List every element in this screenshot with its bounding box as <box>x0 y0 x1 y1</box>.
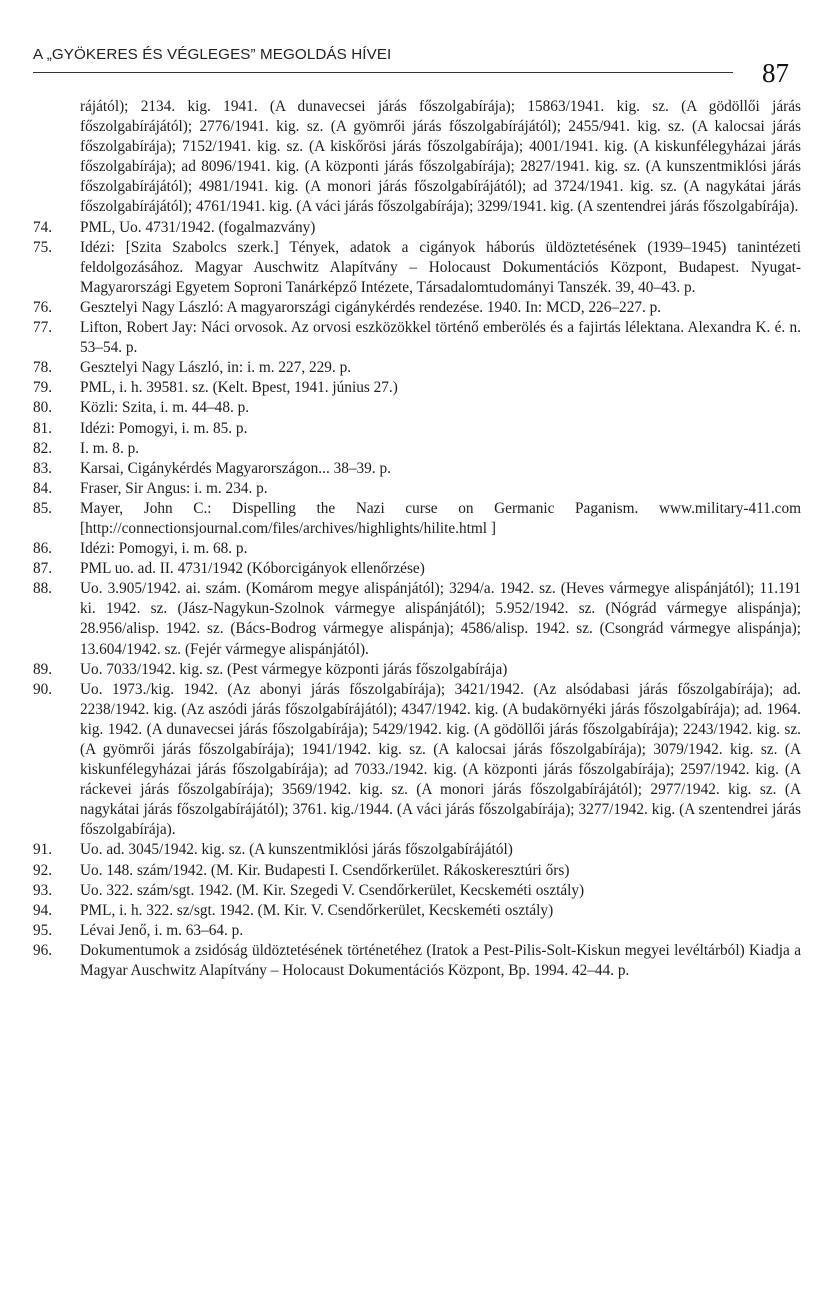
endnote <box>33 459 801 479</box>
endnote-number: 78. <box>33 359 53 377</box>
endnote-number: 75. <box>33 238 53 256</box>
endnote-text: Lifton, Robert Jay: Náci orvosok. Az orvosi eszközökkel történő emberölés és a fajirtás lélektana. Alexandra K. é. n. 53–54. p. <box>80 319 801 357</box>
endnote-number: 83. <box>33 459 53 477</box>
endnote <box>33 238 801 298</box>
endnote <box>33 579 801 659</box>
running-title: A „GYÖKERES ÉS VÉGLEGES” MEGOLDÁS HÍVEI <box>33 46 392 63</box>
endnote-text: Lévai Jenő, i. m. 63–64. p. <box>80 921 244 939</box>
endnote <box>33 861 801 881</box>
endnote-text: I. m. 8. p. <box>80 439 140 457</box>
endnote-number: 88. <box>33 580 53 598</box>
endnote-text: Idézi: [Szita Szabolcs szerk.] Tények, adatok a cigányok háborús üldöztetésének (1939–1945) tanintézeti feldolgozásához. Magyar Auschwitz Alapítvány – Holocaust Dokumentációs Központ, Budapest. Nyugat-Magyarországi Egyetem Soproni Tanárképző Intézete, Társadalomtudományi Tanszék. 39, 40–43. p. <box>80 238 801 296</box>
endnote-number: 91. <box>33 841 53 859</box>
endnote <box>33 539 801 559</box>
endnote-text: Idézi: Pomogyi, i. m. 68. p. <box>80 540 248 558</box>
endnote <box>33 680 801 841</box>
page-number: 87 <box>762 58 789 88</box>
endnotes <box>33 97 801 981</box>
endnote-text: Karsai, Cigánykérdés Magyarországon... 38–39. p. <box>80 459 391 477</box>
endnote <box>33 358 801 378</box>
endnote-text: PML uo. ad. II. 4731/1942 (Kóborcigányok ellenőrzése) <box>80 560 425 578</box>
endnote-text: Közli: Szita, i. m. 44–48. p. <box>80 399 250 417</box>
endnote-text: Fraser, Sir Angus: i. m. 234. p. <box>80 479 268 497</box>
endnote-number: 92. <box>33 861 53 879</box>
endnote-text: Uo. 3.905/1942. ai. szám. (Komárom megye alispánjától); 3294/a. 1942. sz. (Heves vármegye alispánjától); 11.191 ki. 1942. sz. (Jász-Nagykun-Szolnok vármegye alispánjától); 5.952/1942. sz. (Nógrád vármegye alispánja); 28.956/alisp. 1942. sz. (Bács-Bodrog vármegye alispánja); 4586/alisp. 1942. sz. (Csongrád vármegye alispánja); 13.604/1942. sz. (Fejér vármegye alispánjától). <box>80 580 801 658</box>
header-rule <box>33 72 733 73</box>
endnote <box>33 921 801 941</box>
endnote-text: Uo. 7033/1942. kig. sz. (Pest vármegye központi járás főszolgabírája) <box>80 660 508 678</box>
endnote-text: Idézi: Pomogyi, i. m. 85. p. <box>80 419 248 437</box>
endnote <box>33 660 801 680</box>
endnote-text: Dokumentumok a zsidóság üldöztetésének történetéhez (Iratok a Pest-Pilis-Solt-Kiskun megyei levéltárból) Kiadja a Magyar Auschwitz Alapítvány – Holocaust Dokumentációs Központ, Bp. 1994. 42–44. p. <box>80 941 801 980</box>
endnote-number: 94. <box>33 901 53 919</box>
endnote-number: 86. <box>33 540 53 558</box>
endnote-text: Gesztelyi Nagy László: A magyarországi cigánykérdés rendezése. 1940. In: MCD, 226–227. p. <box>80 298 662 316</box>
endnote <box>33 901 801 921</box>
note-list <box>33 218 801 982</box>
endnote-number: 95. <box>33 921 53 939</box>
endnote-text: Uo. 1973./kig. 1942. (Az abonyi járás főszolgabírája); 3421/1942. (Az alsódabasi járás főszolgabírája); ad. 2238/1942. kig. (Az aszódi járás főszolgabírájától); 4347/1942. kig. (A budakörnyéki járás főszolgabírája); ad. 1964. kig. 1942. (A dunavecsei járás főszolgabírája); 5429/1942. kig. (A gödöllői járás főszolgabírája); 2243/1942. kig. sz. (A gyömrői járás főszolgabírája); 1941/1942. kig. sz. (A kalocsai járás főszolgabírája); 3079/1942. kig. sz. (A kiskunfélegyházai járás főszolgabírája); ad 7033./1942. kig. (A központi járás főszolgabírája); 2597/1942. kig. (A ráckevei járás főszolgabírája); 3569/1942. kig. sz. (A monori járás főszolgabírájától); 2977/1942. kig. sz. (A nagykátai járás főszolgabírájától); 3761. kig./1944. (A váci járás főszolgabírája); 3277/1942. kig. (A szentendrei járás főszolgabírája). <box>80 680 801 839</box>
endnote-text: Uo. 322. szám/sgt. 1942. (M. Kir. Szegedi V. Csendőrkerület, Kecskeméti osztály) <box>80 881 585 899</box>
endnote-number: 80. <box>33 399 53 417</box>
endnote-number: 84. <box>33 479 53 497</box>
endnote-text: PML, i. h. 39581. sz. (Kelt. Bpest, 1941. június 27.) <box>80 379 398 397</box>
endnote-number: 90. <box>33 680 53 698</box>
endnote <box>33 881 801 901</box>
endnote-number: 76. <box>33 298 53 316</box>
endnote <box>33 840 801 860</box>
endnote <box>33 318 801 358</box>
endnote-number: 74. <box>33 218 53 236</box>
endnote <box>33 398 801 418</box>
endnote-number: 85. <box>33 499 53 517</box>
endnote-number: 87. <box>33 560 53 578</box>
endnote <box>33 298 801 318</box>
endnote <box>33 941 801 981</box>
endnote-text: PML, i. h. 322. sz/sgt. 1942. (M. Kir. V. Csendőrkerület, Kecskeméti osztály) <box>80 901 554 919</box>
endnote-number: 96. <box>33 941 53 959</box>
endnote-number: 79. <box>33 379 53 397</box>
endnote <box>33 378 801 398</box>
endnote-number: 77. <box>33 319 53 337</box>
endnote-text: Mayer, John C.: Dispelling the Nazi curse on Germanic Paganism. www.military-411.com [http://connectionsjournal.com/files/archives/highlights/hilite.html ] <box>80 499 801 537</box>
page-header <box>33 46 795 88</box>
endnote <box>33 419 801 439</box>
endnote <box>33 499 801 539</box>
endnote <box>33 479 801 499</box>
endnote-text: Uo. 148. szám/1942. (M. Kir. Budapesti I. Csendőrkerület. Rákoskeresztúri őrs) <box>80 861 570 879</box>
endnote <box>33 439 801 459</box>
note-continuation: rájától); 2134. kig. 1941. (A dunavecsei járás főszolgabírája); 15863/1941. kig. sz. (A gödöllői járás főszolgabírájától); 2776/1941. kig. sz. (A gyömrői járás főszolgabírájától); 2455/941. kig. sz. (A kalocsai járás főszolgabírája); 7152/1941. kig. sz. (A kiskőrösi járás főszolgabírája); 4001/1941. kig. (A kiskunfélegyházai járás főszolgabírája); ad 8096/1941. kig. (A központi járás főszolgabírája); 2827/1941. kig. sz. (A kunszentmiklósi járás főszolgabírájától); 4981/1941. kig. (A monori járás főszolgabírájától); ad 3724/1941. kig. sz. (A nagykátai járás főszolgabírájától); 4761/1941. kig. (A váci járás főszolgabírája); 3299/1941. kig. (A szentendrei járás főszolgabírája). <box>80 98 801 216</box>
endnote <box>33 218 801 238</box>
endnote-text: Gesztelyi Nagy László, in: i. m. 227, 229. p. <box>80 359 352 377</box>
endnote-number: 89. <box>33 660 53 678</box>
endnote-number: 82. <box>33 439 53 457</box>
endnote-text: Uo. ad. 3045/1942. kig. sz. (A kunszentmiklósi járás főszolgabírájától) <box>80 841 513 859</box>
endnote <box>33 559 801 579</box>
endnote-number: 93. <box>33 881 53 899</box>
endnote-number: 81. <box>33 419 53 437</box>
endnote-text: PML, Uo. 4731/1942. (fogalmazvány) <box>80 218 316 236</box>
